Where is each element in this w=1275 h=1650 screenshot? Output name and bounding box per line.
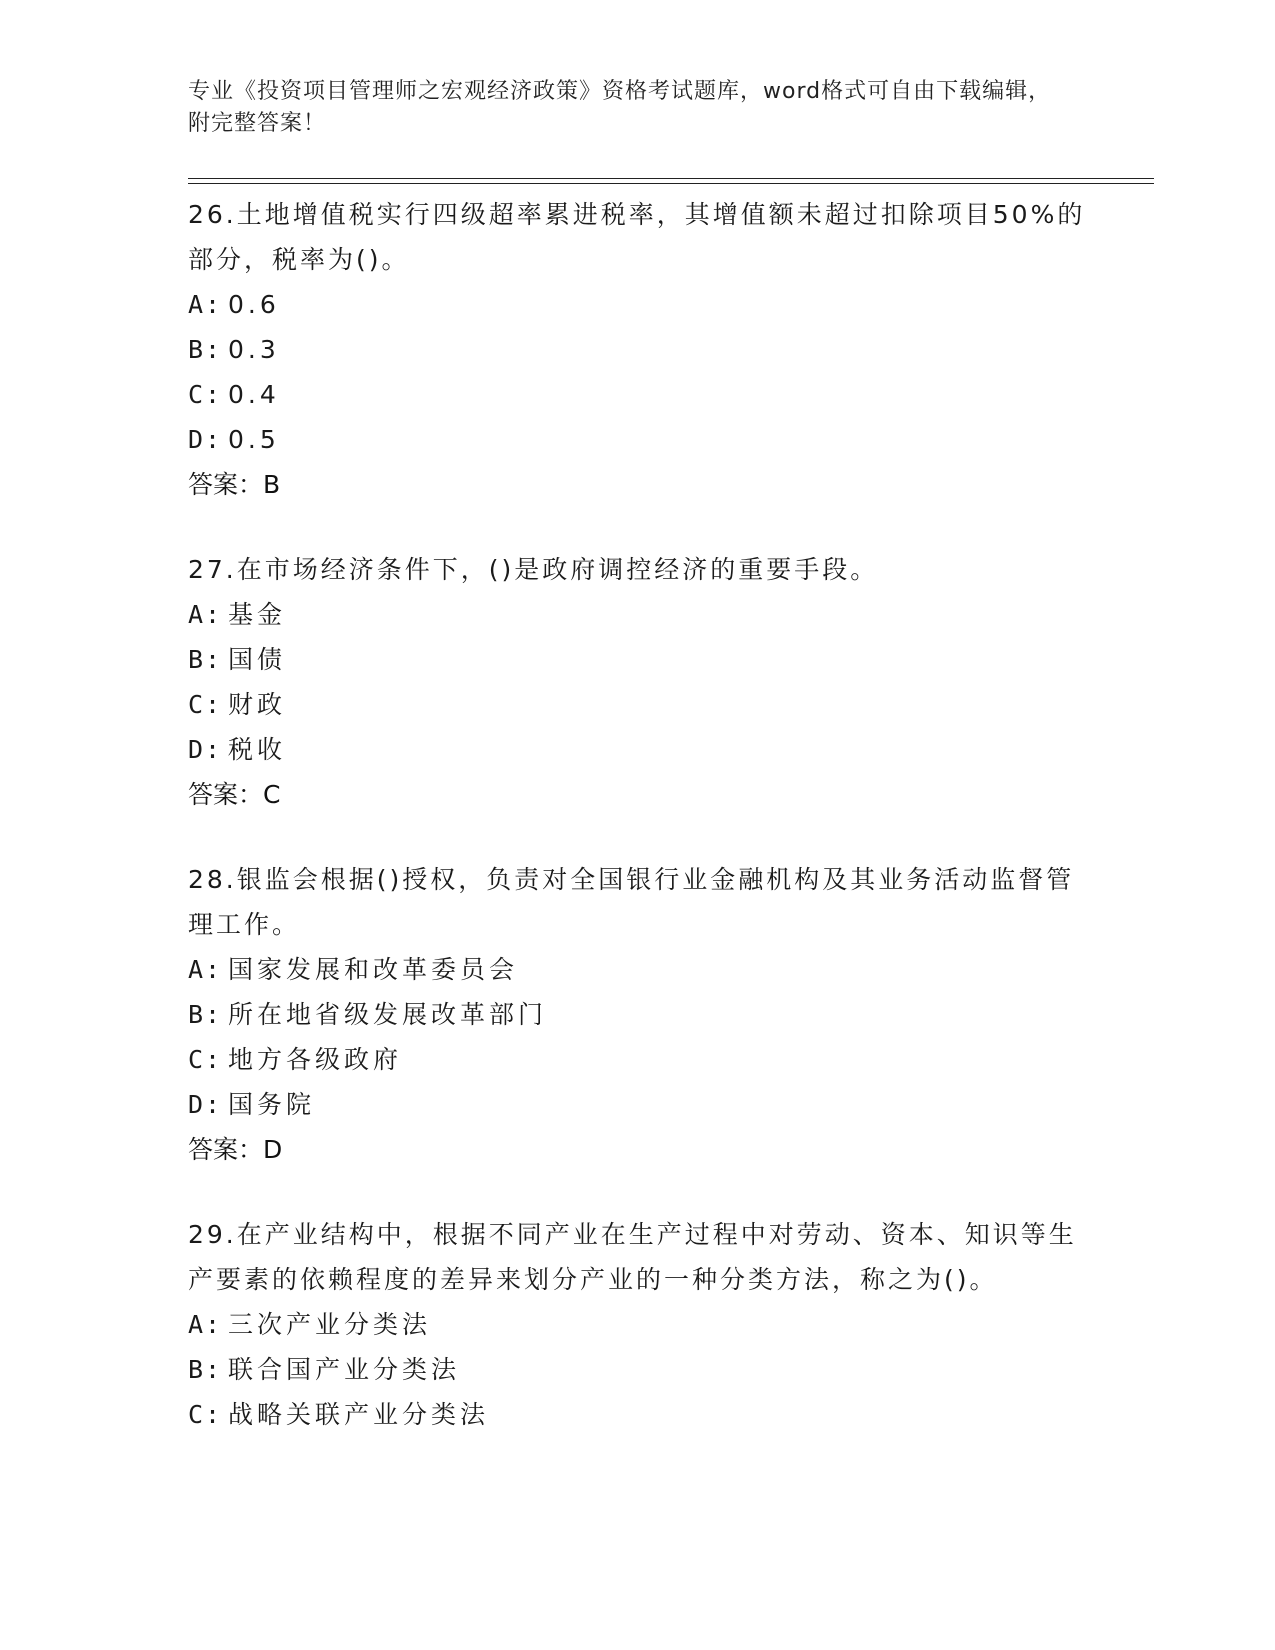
option-text: 国务院 [228, 1090, 316, 1119]
option-text: 0.6 [228, 290, 280, 319]
option-letter: A: [188, 290, 223, 319]
question-27 [188, 547, 1088, 817]
option-a [188, 282, 1088, 327]
question-stem: 26.土地增值税实行四级超率累进税率，其增值额未超过扣除项目50%的部分，税率为()。 [188, 200, 1086, 274]
header-divider-top [188, 178, 1154, 179]
option-b [188, 1347, 1088, 1392]
option-text: 联合国产业分类法 [228, 1355, 461, 1384]
option-letter: A: [188, 1310, 223, 1339]
option-c [188, 682, 1088, 727]
option-c [188, 372, 1088, 417]
option-a [188, 1302, 1088, 1347]
question-stem: 28.银监会根据()授权，负责对全国银行业金融机构及其业务活动监督管理工作。 [188, 865, 1075, 939]
option-letter: C: [188, 1400, 223, 1429]
option-letter: C: [188, 1045, 223, 1074]
option-letter: D: [188, 735, 223, 764]
question-26 [188, 192, 1088, 507]
option-letter: D: [188, 425, 223, 454]
option-letter: A: [188, 955, 223, 984]
question-stem: 27.在市场经济条件下，()是政府调控经济的重要手段。 [188, 555, 879, 584]
option-text: 基金 [228, 600, 287, 629]
question-list [188, 192, 1088, 1477]
option-a [188, 592, 1088, 637]
question-29 [188, 1212, 1088, 1437]
option-b [188, 637, 1088, 682]
option-text: 0.5 [228, 425, 280, 454]
option-a [188, 947, 1088, 992]
answer-line: 答案：D [188, 1135, 283, 1164]
option-letter: B: [188, 1355, 223, 1384]
option-text: 地方各级政府 [228, 1045, 403, 1074]
option-d [188, 727, 1088, 772]
question-28 [188, 857, 1088, 1172]
option-letter: A: [188, 600, 223, 629]
option-text: 0.3 [228, 335, 280, 364]
option-text: 战略关联产业分类法 [228, 1400, 490, 1429]
option-text: 三次产业分类法 [228, 1310, 432, 1339]
option-letter: C: [188, 380, 223, 409]
document-header: 专业《投资项目管理师之宏观经济政策》资格考试题库，word格式可自由下载编辑，附完整答案！ [188, 79, 1052, 136]
option-letter: D: [188, 1090, 223, 1119]
option-letter: B: [188, 1000, 223, 1029]
header-divider-bottom [188, 183, 1154, 184]
question-stem: 29.在产业结构中，根据不同产业在生产过程中对劳动、资本、知识等生产要素的依赖程度的差异来划分产业的一种分类方法，称之为()。 [188, 1220, 1077, 1294]
option-d [188, 1082, 1088, 1127]
option-d [188, 417, 1088, 462]
option-c [188, 1392, 1088, 1437]
option-letter: C: [188, 690, 223, 719]
option-b [188, 992, 1088, 1037]
answer-line: 答案：B [188, 470, 281, 499]
option-c [188, 1037, 1088, 1082]
answer-line: 答案：C [188, 780, 281, 809]
option-text: 0.4 [228, 380, 280, 409]
option-letter: B: [188, 335, 223, 364]
option-text: 财政 [228, 690, 287, 719]
option-text: 税收 [228, 735, 287, 764]
option-text: 所在地省级发展改革部门 [228, 1000, 548, 1029]
option-text: 国债 [228, 645, 287, 674]
option-text: 国家发展和改革委员会 [228, 955, 519, 984]
option-letter: B: [188, 645, 223, 674]
option-b [188, 327, 1088, 372]
